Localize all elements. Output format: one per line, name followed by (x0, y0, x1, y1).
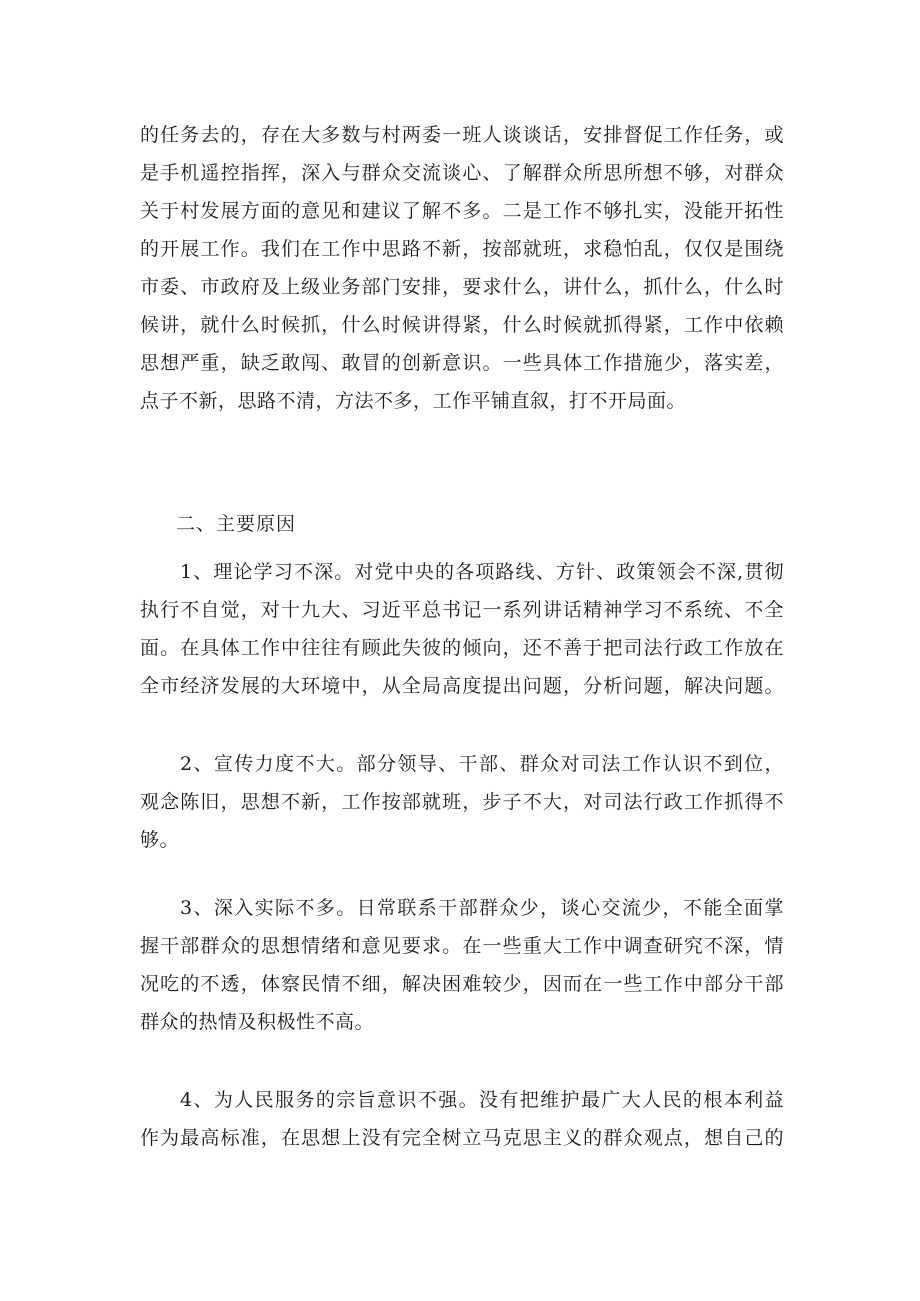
text-line: 全市经济发展的大环境中，从全局高度提出问题，分析问题，解决问题。 (140, 675, 784, 697)
text-line: 的开展工作。我们在工作中思路不新，按部就班，求稳怕乱，仅仅是围绕 (140, 238, 784, 260)
section-heading: 二、主要原因 (176, 513, 297, 535)
paragraph-service (140, 1081, 784, 1157)
paragraph-continuation (140, 116, 784, 420)
text-line: 1、理论学习不深。对党中央的各项路线、方针、政策领会不深,贯彻 (180, 561, 784, 583)
text-line: 作为最高标准，在思想上没有完全树立马克思主义的群众观点，想自己的 (140, 1127, 784, 1149)
text-line: 群众的热情及积极性不高。 (140, 1011, 375, 1033)
text-line: 况吃的不透，体察民情不细，解决困难较少，因而在一些工作中部分干部 (140, 973, 784, 995)
text-line: 面。在具体工作中往往有顾此失彼的倾向，还不善于把司法行政工作放在 (140, 637, 784, 659)
text-line: 握干部群众的思想情绪和意见要求。在一些重大工作中调查研究不深，情 (140, 935, 784, 957)
text-line: 3、深入实际不多。日常联系干部群众少，谈心交流少，不能全面掌 (180, 897, 784, 919)
text-line: 关于村发展方面的意见和建议了解不多。二是工作不够扎实，没能开拓性 (140, 200, 784, 222)
text-line: 的任务去的，存在大多数与村两委一班人谈谈话，安排督促工作任务，或 (140, 124, 784, 146)
text-line: 4、为人民服务的宗旨意识不强。没有把维护最广大人民的根本利益 (180, 1089, 784, 1111)
text-line: 思想严重，缺乏敢闯、敢冒的创新意识。一些具体工作措施少，落实差， (140, 352, 784, 374)
paragraph-practice (140, 889, 784, 1041)
text-line: 候讲，就什么时候抓，什么时候讲得紧，什么时候就抓得紧，工作中依赖 (140, 314, 784, 336)
text-line: 执行不自觉，对十九大、习近平总书记一系列讲话精神学习不系统、不全 (140, 599, 784, 621)
text-line: 观念陈旧，思想不新，工作按部就班，步子不大，对司法行政工作抓得不 (140, 791, 784, 813)
paragraph-theory-study (140, 553, 784, 705)
text-line: 2、宣传力度不大。部分领导、干部、群众对司法工作认识不到位， (180, 753, 784, 775)
text-line: 点子不新，思路不清，方法不多，工作平铺直叙，打不开局面。 (140, 390, 687, 412)
text-line: 是手机遥控指挥，深入与群众交流谈心、了解群众所思所想不够，对群众 (140, 162, 784, 184)
text-line: 够。 (140, 829, 180, 851)
text-line: 市委、市政府及上级业务部门安排，要求什么，讲什么，抓什么，什么时 (140, 276, 784, 298)
paragraph-publicity (140, 745, 784, 859)
